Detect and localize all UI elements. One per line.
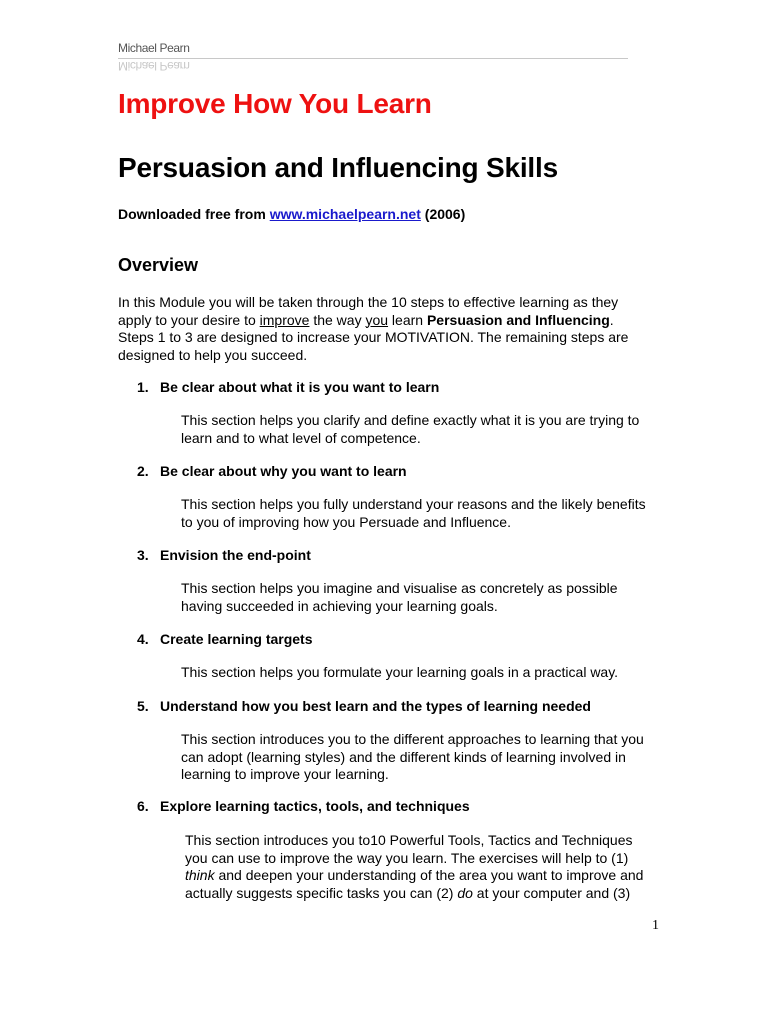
header-author-reflection: Michael Pearn bbox=[118, 59, 190, 73]
intro-text: learn bbox=[388, 311, 427, 328]
step-desc-text: This section introduces you to10 Powerful Tools, Tactics and Techniques you can use to improve the way you learn. The exercises will help to (1) bbox=[185, 832, 633, 866]
step-number: 5. bbox=[137, 698, 149, 714]
page-number: 1 bbox=[652, 918, 659, 933]
step-description: This section introduces you to the different approaches to learning that you can adopt (learning styles) and the different kinds of learning involved in learning to improve your learning. bbox=[181, 731, 644, 782]
overview-heading: Overview bbox=[118, 255, 199, 275]
step-description bbox=[185, 832, 655, 902]
download-suffix: (2006) bbox=[420, 206, 466, 222]
step-title: Explore learning tactics, tools, and techniques bbox=[160, 798, 470, 814]
download-prefix: Downloaded free from bbox=[118, 206, 270, 222]
step-desc-italic-think: think bbox=[185, 867, 215, 883]
main-title: Improve How You Learn bbox=[118, 88, 432, 119]
header-rule bbox=[118, 58, 628, 59]
step-number: 1. bbox=[137, 379, 149, 395]
step-description: This section helps you clarify and define exactly what it is you are trying to learn and to what level of competence. bbox=[181, 412, 640, 446]
step-desc-text: and deepen your understanding of the area you want to improve and actually suggests specific tasks you can (2) bbox=[185, 867, 644, 901]
overview-intro bbox=[118, 294, 648, 364]
step-desc-text: at your computer and (3) bbox=[472, 884, 631, 901]
intro-underline-you: you bbox=[365, 311, 389, 328]
step-number: 6. bbox=[137, 798, 149, 814]
intro-underline-improve: improve bbox=[259, 311, 310, 328]
module-title: Persuasion and Influencing Skills bbox=[118, 152, 558, 183]
step-title: Create learning targets bbox=[160, 631, 313, 647]
intro-text: . Steps 1 to 3 are designed to increase your MOTIVATION. The remaining steps are designed to help you succeed. bbox=[118, 311, 629, 363]
step-description: This section helps you formulate your learning goals in a practical way. bbox=[181, 664, 619, 680]
intro-bold-topic: Persuasion and Influencing bbox=[426, 311, 610, 328]
download-line bbox=[118, 206, 465, 222]
header-author: Michael Pearn bbox=[118, 41, 190, 55]
step-desc-italic-do: do bbox=[457, 884, 473, 901]
step-title: Envision the end-point bbox=[160, 547, 311, 563]
running-header bbox=[118, 41, 628, 81]
step-number: 2. bbox=[137, 463, 149, 479]
step-description: This section helps you fully understand your reasons and the likely benefits to you of improving how you Persuade and Influence. bbox=[181, 496, 646, 530]
website-link[interactable]: www.michaelpearn.net bbox=[269, 206, 421, 222]
intro-text: the way bbox=[309, 311, 366, 328]
step-title: Understand how you best learn and the types of learning needed bbox=[160, 698, 591, 714]
step-number: 4. bbox=[137, 631, 149, 647]
step-title: Be clear about what it is you want to learn bbox=[160, 379, 440, 395]
step-description: This section helps you imagine and visualise as concretely as possible having succeeded in achieving your learning goals. bbox=[181, 580, 618, 614]
step-number: 3. bbox=[137, 547, 149, 563]
step-title: Be clear about why you want to learn bbox=[160, 463, 407, 479]
intro-text: In this Module you will be taken through the 10 steps to effective learning as they apply to your desire to bbox=[118, 294, 619, 328]
